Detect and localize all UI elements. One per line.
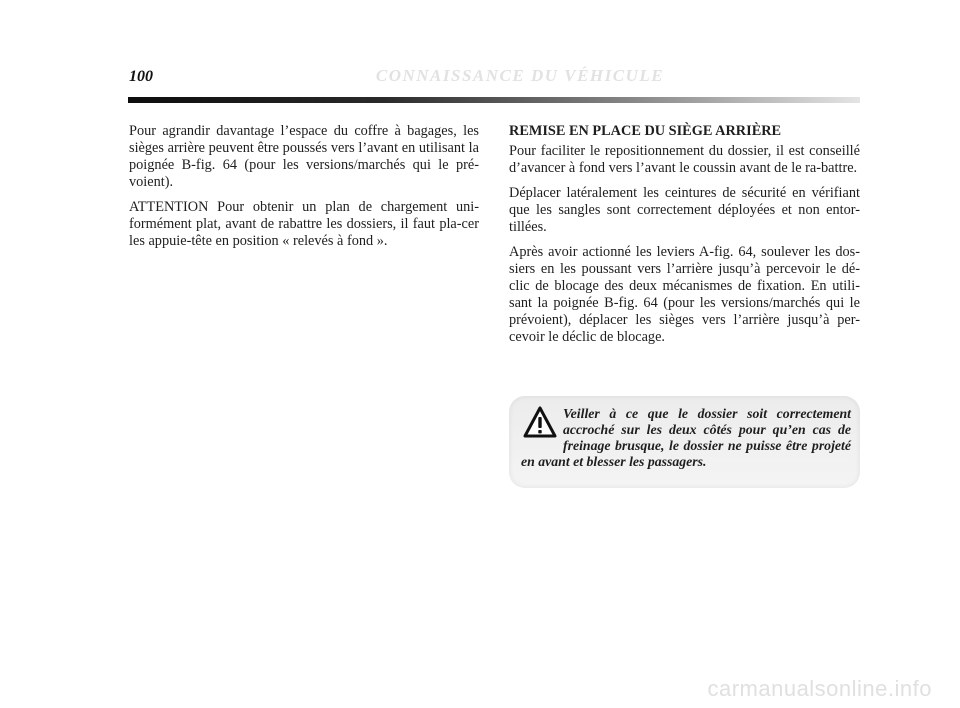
right-paragraph-3: Après avoir actionné les leviers A-fig. 64, soulever les dos-siers en les poussant vers l’arrière jusqu’à percevoir le dé-clic de blocage des deux mécanismes de fixation. En utili-sant la poignée B-fig. 64 (pour les versions/marchés qui le prévoient), déplacer les sièges vers l’arrière jusqu’à per-cevoir le déclic de blocage. [509,244,860,345]
right-column [509,123,860,354]
page-number: 100 [129,68,153,85]
right-paragraph-2: Déplacer latéralement les ceintures de sécurité en vérifiant que les sangles sont correctement déployées et non entor-tillées. [509,185,860,235]
warning-message: Veiller à ce que le dossier soit correctement accroché sur les deux côtés pour qu’en cas de freinage brusque, le dossier ne puisse être projeté en avant et blesser les passagers. [521,406,851,469]
warning-text [521,406,851,470]
left-column [129,123,479,258]
left-paragraph-2: ATTENTION Pour obtenir un plan de chargement uni-formément plat, avant de rabattre les dossiers, il faut pla-cer les appuie-tête en position « relevés à fond ». [129,199,479,249]
header-rule [128,97,860,103]
right-paragraph-1: Pour faciliter le repositionnement du dossier, il est conseillé d’avancer à fond vers l’avant le coussin avant de le ra-battre. [509,143,860,176]
section-heading: REMISE EN PLACE DU SIÈGE ARRIÈRE [509,123,782,139]
warning-icon-spacer [521,406,563,454]
left-paragraph-1: Pour agrandir davantage l’espace du coffre à bagages, les sièges arrière peuvent être poussés vers l’avant en utilisant la poignée B-fig. 64 (pour les versions/marchés qui le pré-voient). [129,123,479,190]
running-title: CONNAISSANCE DU VÉHICULE [375,66,665,85]
watermark: carmanualsonline.info [707,676,932,701]
